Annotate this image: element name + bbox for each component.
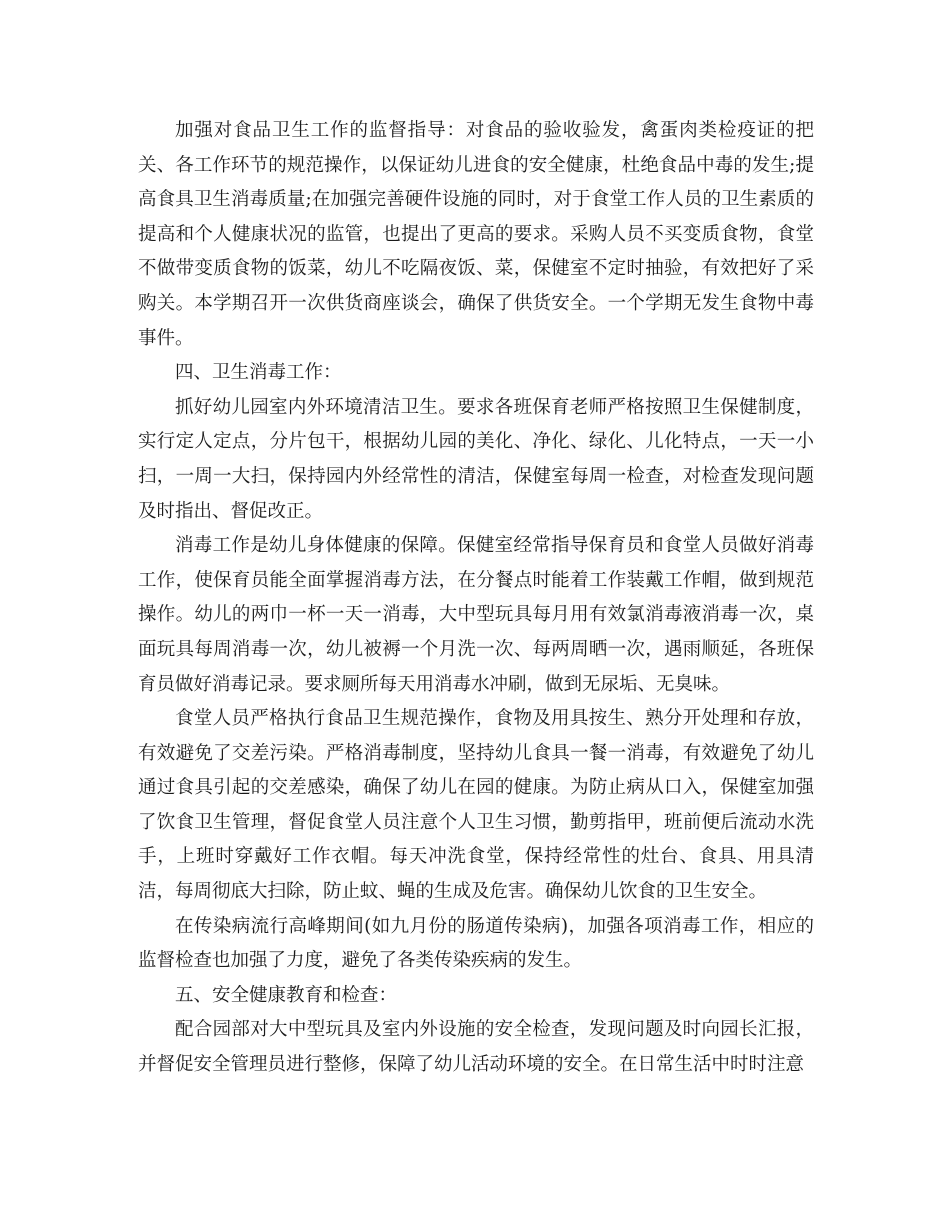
paragraph-epidemic-period: 在传染病流行高峰期间(如九月份的肠道传染病)，加强各项消毒工作，相应的监督检查也加强了力度，避免了各类传染疾病的发生。	[138, 915, 814, 972]
paragraph-food-supervision: 加强对食品卫生工作的监督指导：对食品的验收验发，禽蛋肉类检疫证的把关、各工作环节的规范操作，以保证幼儿进食的安全健康，杜绝食品中毒的发生;提高食具卫生消毒质量;在加强完善硬件设施的同时，对于食堂工作人员的卫生素质的提高和个人健康状况的监管，也提出了更高的要求。采购人员不买变质食物，食堂不做带变质食物的饭菜，幼儿不吃隔夜饭、菜，保健室不定时抽验，有效把好了采购关。本学期召开一次供货商座谈会，确保了供货安全。一个学期无发生食物中毒事件。	[138, 120, 814, 349]
paragraph-environment-cleaning: 抓好幼儿园室内外环境清洁卫生。要求各班保育老师严格按照卫生保健制度，实行定人定点，分片包干，根据幼儿园的美化、净化、绿化、儿化特点，一天一小扫，一周一大扫，保持园内外经常性的清洁，保健室每周一检查，对检查发现问题及时指出、督促改正。	[138, 396, 814, 522]
heading-safety-education: 五、安全健康教育和检查：	[175, 984, 398, 1006]
heading-hygiene-disinfection: 四、卫生消毒工作：	[175, 362, 342, 384]
document-body	[138, 114, 814, 1083]
paragraph-canteen-hygiene: 食堂人员严格执行食品卫生规范操作，食物及用具按生、熟分开处理和存放，有效避免了交差污染。严格消毒制度，坚持幼儿食具一餐一消毒，有效避免了幼儿通过食具引起的交差感染，确保了幼儿在园的健康。为防止病从口入，保健室加强了饮食卫生管理，督促食堂人员注意个人卫生习惯，勤剪指甲，班前便后流动水洗手，上班时穿戴好工作衣帽。每天冲洗食堂，保持经常性的灶台、食具、用具清洁，每周彻底大扫除，防止蚊、蝇的生成及危害。确保幼儿饮食的卫生安全。	[138, 708, 814, 903]
paragraph-safety-inspection: 配合园部对大中型玩具及室内外设施的安全检查，发现问题及时向园长汇报，并督促安全管理员进行整修，保障了幼儿活动环境的安全。在日常生活中时时注意	[138, 1019, 814, 1076]
paragraph-disinfection-work: 消毒工作是幼儿身体健康的保障。保健室经常指导保育员和食堂人员做好消毒工作，使保育员能全面掌握消毒方法，在分餐点时能着工作装戴工作帽，做到规范操作。幼儿的两巾一杯一天一消毒，大中型玩具每月用有效氯消毒液消毒一次，桌面玩具每周消毒一次，幼儿被褥一个月洗一次、每两周晒一次，遇雨顺延，各班保育员做好消毒记录。要求厕所每天用消毒水冲刷，做到无尿垢、无臭味。	[138, 535, 814, 695]
